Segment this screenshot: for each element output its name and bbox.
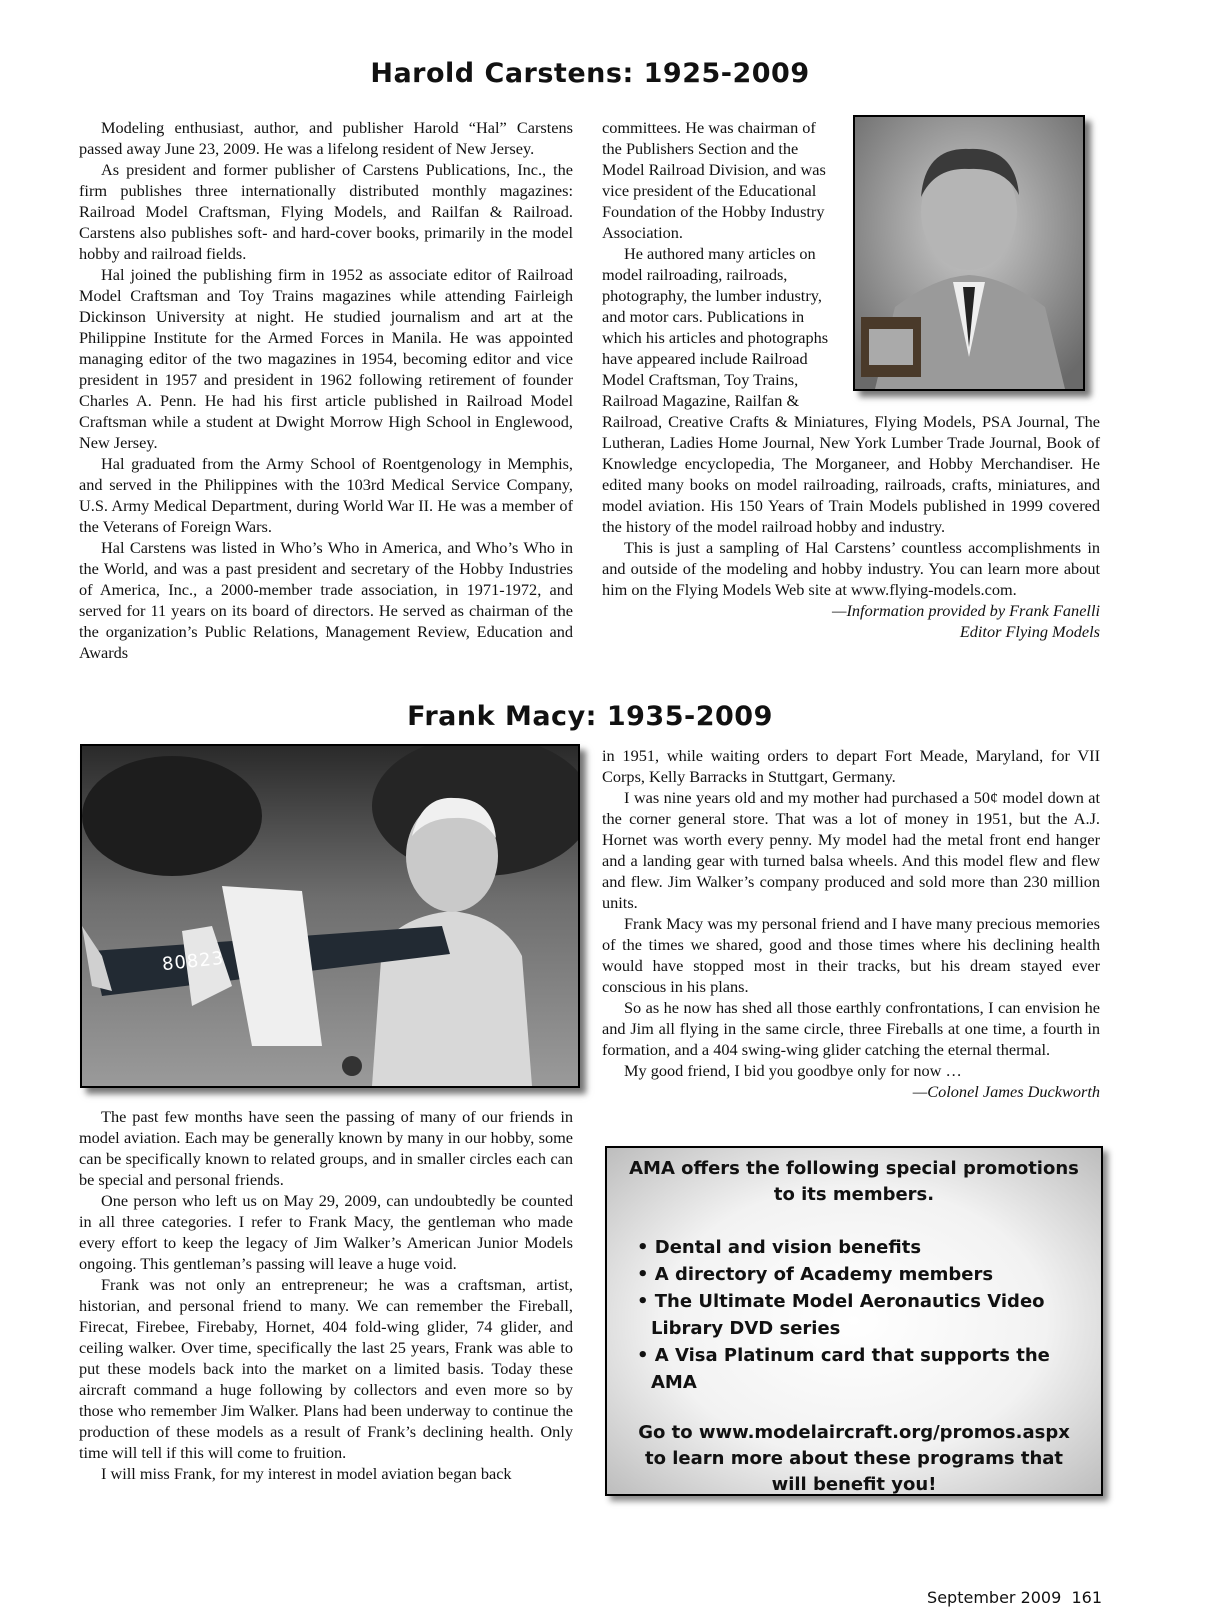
paragraph: Hal joined the publishing firm in 1952 as associate editor of Railroad Model Craftsman and Toy Trains magazines while attending Fairleigh Dickinson University at night. He studied journalism and art at the Philippine Institute for the Armed Forces in Manila. He was appointed managing editor of the two magazines in 1954, becoming editor and vice president in 1957 and president in 1962 following retirement of founder Charles A. Penn. He had his first article published in Railroad Model Craftsman while a student at Dwight Morrow High School in Englewood, New Jersey. <box>79 265 573 452</box>
plane-number: 80823 <box>161 947 226 976</box>
paragraph: He authored many articles on model railroading, railroads, photography, the lumber industry, and motor cars. Publications in which his articles and photographs have appeared include Railroad Model Craftsman, Toy Trains, Railroad Magazine, Railfan & <box>602 244 829 410</box>
paragraph: My good friend, I bid you goodbye only for now … <box>624 1061 962 1080</box>
paragraph: I will miss Frank, for my interest in model aviation began back <box>101 1464 512 1483</box>
paragraph: Modeling enthusiast, author, and publisher Harold “Hal” Carstens passed away June 23, 2009. He was a lifelong resident of New Jersey. <box>79 118 573 158</box>
promo-item: • The Ultimate Model Aeronautics Video Library DVD series <box>637 1291 1045 1339</box>
paragraph: in 1951, while waiting orders to depart Fort Meade, Maryland, for VII Corps, Kelly Barracks in Stuttgart, Germany. <box>602 746 1100 786</box>
paragraph: Hal Carstens was listed in Who’s Who in America, and Who’s Who in the World, and was a past president and secretary of the Hobby Industries of America, Inc., a 2000-member trade association, in 1971-1972, and served for 11 years on its board of directors. He served as chairman of the the organization’s Public Relations, Management Review, Education and Awards <box>79 538 573 662</box>
paragraph: This is just a sampling of Hal Carstens’ countless accomplishments in and outside of the modeling and hobby industry. You can learn more about him on the Flying Models Web site at www.flying-models.com. <box>602 538 1100 599</box>
carstens-right-column-top <box>602 117 830 411</box>
promo-item: • A directory of Academy members <box>637 1264 994 1285</box>
paragraph: The past few months have seen the passing of many of our friends in model aviation. Each may be generally known by many in our hobby, some can be specifically known to related groups, and in smaller circles each can be special and personal friends. <box>79 1107 573 1189</box>
article-title-macy: Frank Macy: 1935-2009 <box>407 701 773 732</box>
paragraph: So as he now has shed all those earthly confrontations, I can envision he and Jim all flying in the same circle, three Fireballs at one time, a fourth in formation, and a 404 swing-wing glider catching the eternal thermal. <box>602 998 1100 1059</box>
macy-photo <box>80 744 580 1088</box>
paragraph: One person who left us on May 29, 2009, can undoubtedly be counted in all three categories. I refer to Frank Macy, the gentleman who made every effort to keep the legacy of Jim Walker’s American Junior Models ongoing. This gentleman’s passing will leave a huge void. <box>79 1191 573 1273</box>
credit-line-editor: Editor Flying Models <box>959 622 1100 641</box>
promo-item: • A Visa Platinum card that supports the AMA <box>637 1345 1050 1393</box>
promo-footer: Go to www.modelaircraft.org/promos.aspx to learn more about these programs that will benefit you! <box>638 1422 1070 1495</box>
paragraph: Hal graduated from the Army School of Roentgenology in Memphis, and served in the Philippines with the 103rd Medical Service Company, U.S. Army Medical Department, during World War II. He was a member of the Veterans of Foreign Wars. <box>79 454 573 536</box>
promo-item: • Dental and vision benefits <box>637 1237 922 1258</box>
macy-right-column <box>602 745 1100 1102</box>
carstens-right-column-bottom <box>602 411 1100 642</box>
credit-line: —Information provided by Frank Fanelli <box>832 601 1100 620</box>
portrait-image <box>855 117 1083 389</box>
paragraph: Frank Macy was my personal friend and I have many precious memories of the times we shared, good and those times where his declining health would have stopped most in their tracks, but his dream stayed ever conscious in his plans. <box>602 914 1100 996</box>
article-title-carstens: Harold Carstens: 1925-2009 <box>370 58 810 89</box>
paragraph: I was nine years old and my mother had purchased a 50¢ model down at the corner general store. That was a lot of money in 1951, but the A.J. Hornet was worth every penny. My model had the metal front end hanger and a landing gear with turned balsa wheels. And this model flew and flew and flew. Jim Walker’s company produced and sold more than 230 million units. <box>602 788 1100 912</box>
macy-plane-image <box>82 746 578 1086</box>
carstens-photo <box>853 115 1085 391</box>
paragraph: As president and former publisher of Carstens Publications, Inc., the firm publishes three internationally distributed monthly magazines: Railroad Model Craftsman, Flying Models, and Railfan & Railroad. Carstens also publishes soft- and hard-cover books, primarily in the model hobby and railroad fields. <box>79 160 573 263</box>
credit-line: —Colonel James Duckworth <box>912 1082 1100 1101</box>
paragraph: Railroad, Creative Crafts & Miniatures, Flying Models, PSA Journal, The Lutheran, Ladies Home Journal, New York Lumber Trade Journal, Book of Knowledge encyclopedia, The Morganeer, and Hobby Merchandiser. He edited many books on model railroading, railroads, crafts, miniatures, and model aviation. His 150 Years of Train Models published in 1999 covered the history of the model railroad hobby and industry. <box>602 412 1100 536</box>
paragraph: Frank was not only an entrepreneur; he was a craftsman, artist, historian, and personal friend to many. We can remember the Fireball, Firecat, Firebee, Firebaby, Hornet, 404 fold-wing glider, 74 glider, and ceiling walker. Over time, specifically the last 25 years, Frank was able to put these models back into the market on a limited basis. Today these aircraft command a huge following by collectors and even more so by those who remember Jim Walker. Plans had been underway to continue the production of these models as a result of Frank’s declining health. Only time will tell if this will come to fruition. <box>79 1275 573 1462</box>
page-footer: September 2009 161 <box>927 1588 1102 1607</box>
carstens-left-column <box>79 117 573 663</box>
promo-heading: AMA offers the following special promotions to its members. <box>629 1158 1079 1205</box>
macy-left-column <box>79 1106 573 1484</box>
promo-list <box>607 1234 1101 1396</box>
ama-promo-box <box>605 1146 1103 1496</box>
paragraph: committees. He was chairman of the Publishers Section and the Model Railroad Division, and was vice president of the Educational Foundation of the Hobby Industry Association. <box>602 118 826 242</box>
